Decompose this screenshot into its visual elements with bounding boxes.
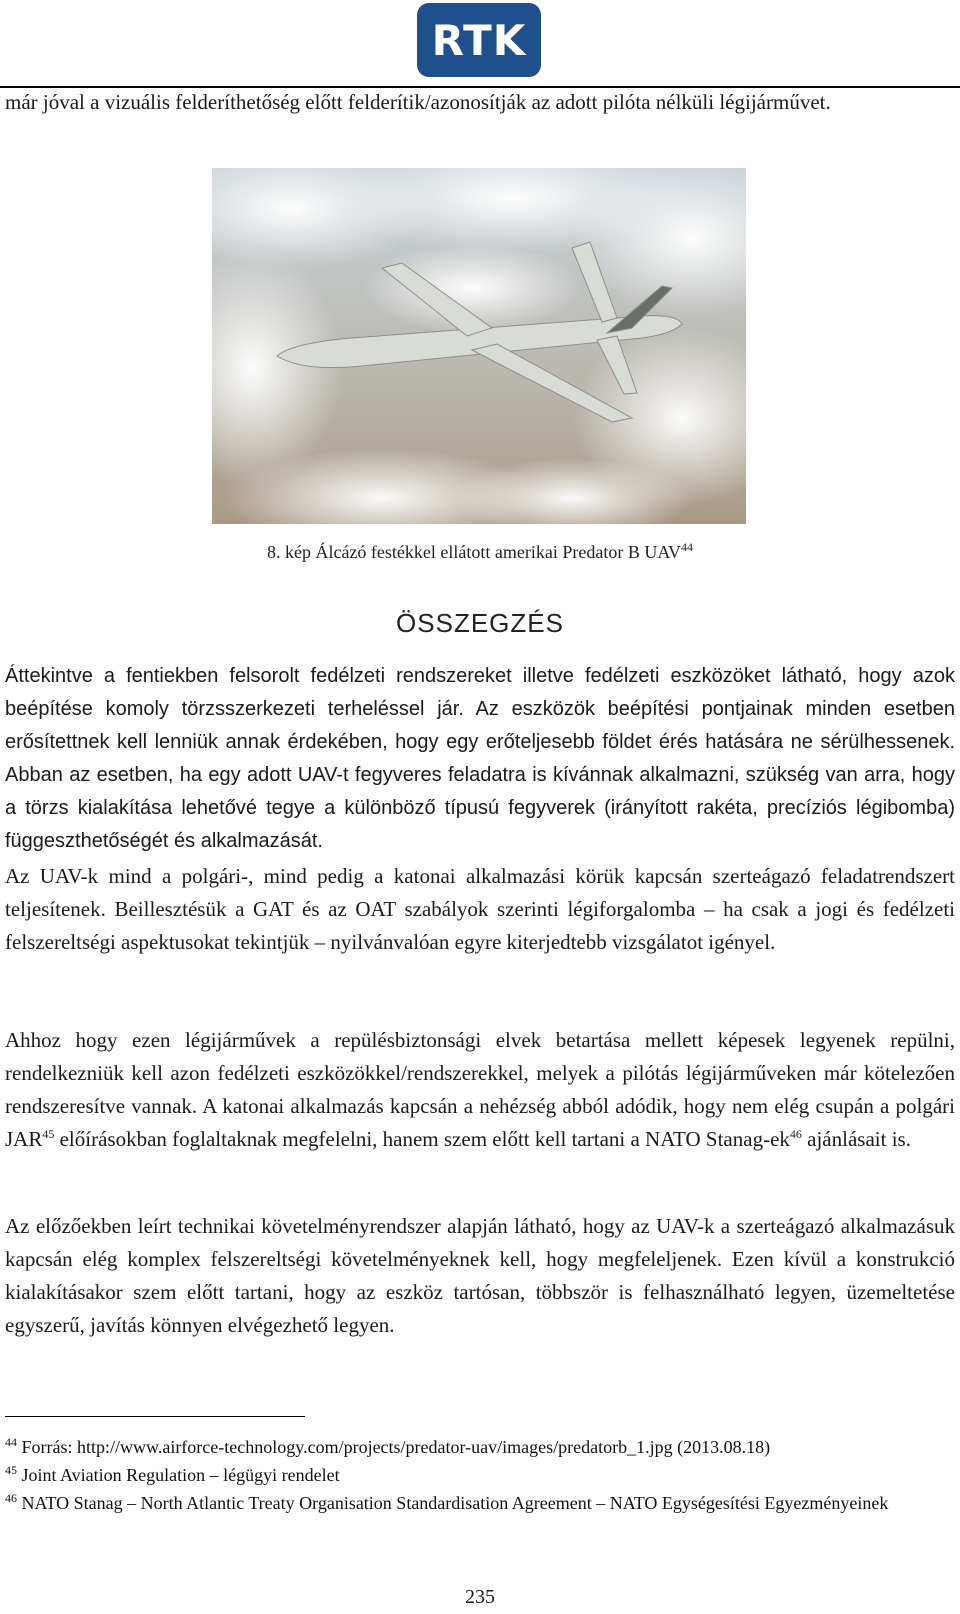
footnote-ref-46: 46 bbox=[789, 1127, 802, 1141]
footnote-number: 45 bbox=[5, 1463, 17, 1477]
paragraph-4: Az előzőekben leírt technikai követelményrendszer alapján látható, hogy az UAV-k a szerteágazó alkalmazásuk kapcsán elég komplex felszereltségi követelményeknek kell, hogy megfeleljenek. Ezen kívül a konstrukció kialakításakor szem előtt tartani, hogy az eszköz tartósan, többször is felhasználható legyen, üzemeltetése egyszerű, javítás könnyen elvégezhető legyen. bbox=[5, 1214, 955, 1337]
figure-caption bbox=[0, 542, 960, 563]
paragraph-3 bbox=[5, 1024, 955, 1156]
paragraph-3-part-c: ajánlásait is. bbox=[801, 1127, 911, 1151]
paragraph-3-part-b: előírásokban foglaltaknak megfelelni, hanem szem előtt kell tartani a NATO Stanag-ek bbox=[54, 1127, 790, 1151]
logo-text: RTK bbox=[431, 15, 527, 65]
rtk-logo bbox=[417, 3, 541, 77]
caption-text: 8. kép Álcázó festékkel ellátott amerikai Predator B UAV bbox=[266, 542, 682, 562]
uav-photo-illustration bbox=[212, 168, 746, 524]
paragraph-1: Áttekintve a fentiekben felsorolt fedélzeti rendszereket illetve fedélzeti eszközöket látható, hogy azok beépítése komoly törzsszerkezeti terheléssel jár. Az eszközök beépítési pontjainak minden esetben erősítettnek kell lenniük annak érdekében, hogy egy erőteljesebb földet érés hatására ne sérülhessenek. Abban az esetben, ha egy adott UAV-t fegyveres feladatra is kívánnak alkalmazni, szükség van arra, hogy a törzs kialakítása lehetővé tegye a különböző típusú fegyverek (irányított rakéta, precíziós légibomba) függeszthetőségét és alkalmazását. bbox=[5, 665, 955, 852]
footnote-text: Joint Aviation Regulation – légügyi rendelet bbox=[17, 1465, 340, 1485]
footnote-number: 46 bbox=[5, 1491, 17, 1505]
footnote-text: Forrás: http://www.airforce-technology.com/projects/predator-uav/images/predatorb_1.jpg (2013.08.18) bbox=[17, 1437, 771, 1457]
footnote-rule bbox=[5, 1416, 305, 1417]
footnote-46 bbox=[5, 1490, 955, 1517]
paragraph-2: Az UAV-k mind a polgári-, mind pedig a katonai alkalmazási körük kapcsán szerteágazó feladatrendszert teljesítenek. Beillesztésük a GAT és az OAT szabályok szerinti légiforgalomba – ha csak a jogi és fedélzeti felszereltségi aspektusokat tekintjük – nyilvánvalóan egyre kiterjedtebb vizsgálatot igényel. bbox=[5, 864, 955, 954]
footnote-ref-45: 45 bbox=[42, 1127, 55, 1141]
footnote-44 bbox=[5, 1434, 955, 1461]
intro-text: már jóval a vizuális felderíthetőség előtt felderítik/azonosítják az adott pilóta nélküli légijárművet. bbox=[5, 90, 831, 114]
paragraph-3-part-a: Ahhoz hogy ezen légijárművek a repülésbiztonsági elvek betartása mellett képesek legyenek repülni, rendelkezniük kell azon fedélzeti eszközökkel/rendszerekkel, melyek a pilótás légijárműveken már kötelezően rendszeresítve vannak. A katonai alkalmazás kapcsán a nehézség abból adódik, hogy nem elég csupán a polgári JAR bbox=[5, 1028, 955, 1151]
section-heading: ÖSSZEGZÉS bbox=[396, 608, 564, 638]
predator-uav-image bbox=[212, 168, 746, 524]
footnote-text: NATO Stanag – North Atlantic Treaty Organisation Standardisation Agreement – NATO Egységesítési Egyezményeinek bbox=[17, 1493, 889, 1513]
footnote-number: 44 bbox=[5, 1435, 17, 1449]
footnote-45 bbox=[5, 1462, 955, 1489]
caption-footnote-ref: 44 bbox=[681, 540, 694, 554]
page-number: 235 bbox=[465, 1586, 495, 1608]
